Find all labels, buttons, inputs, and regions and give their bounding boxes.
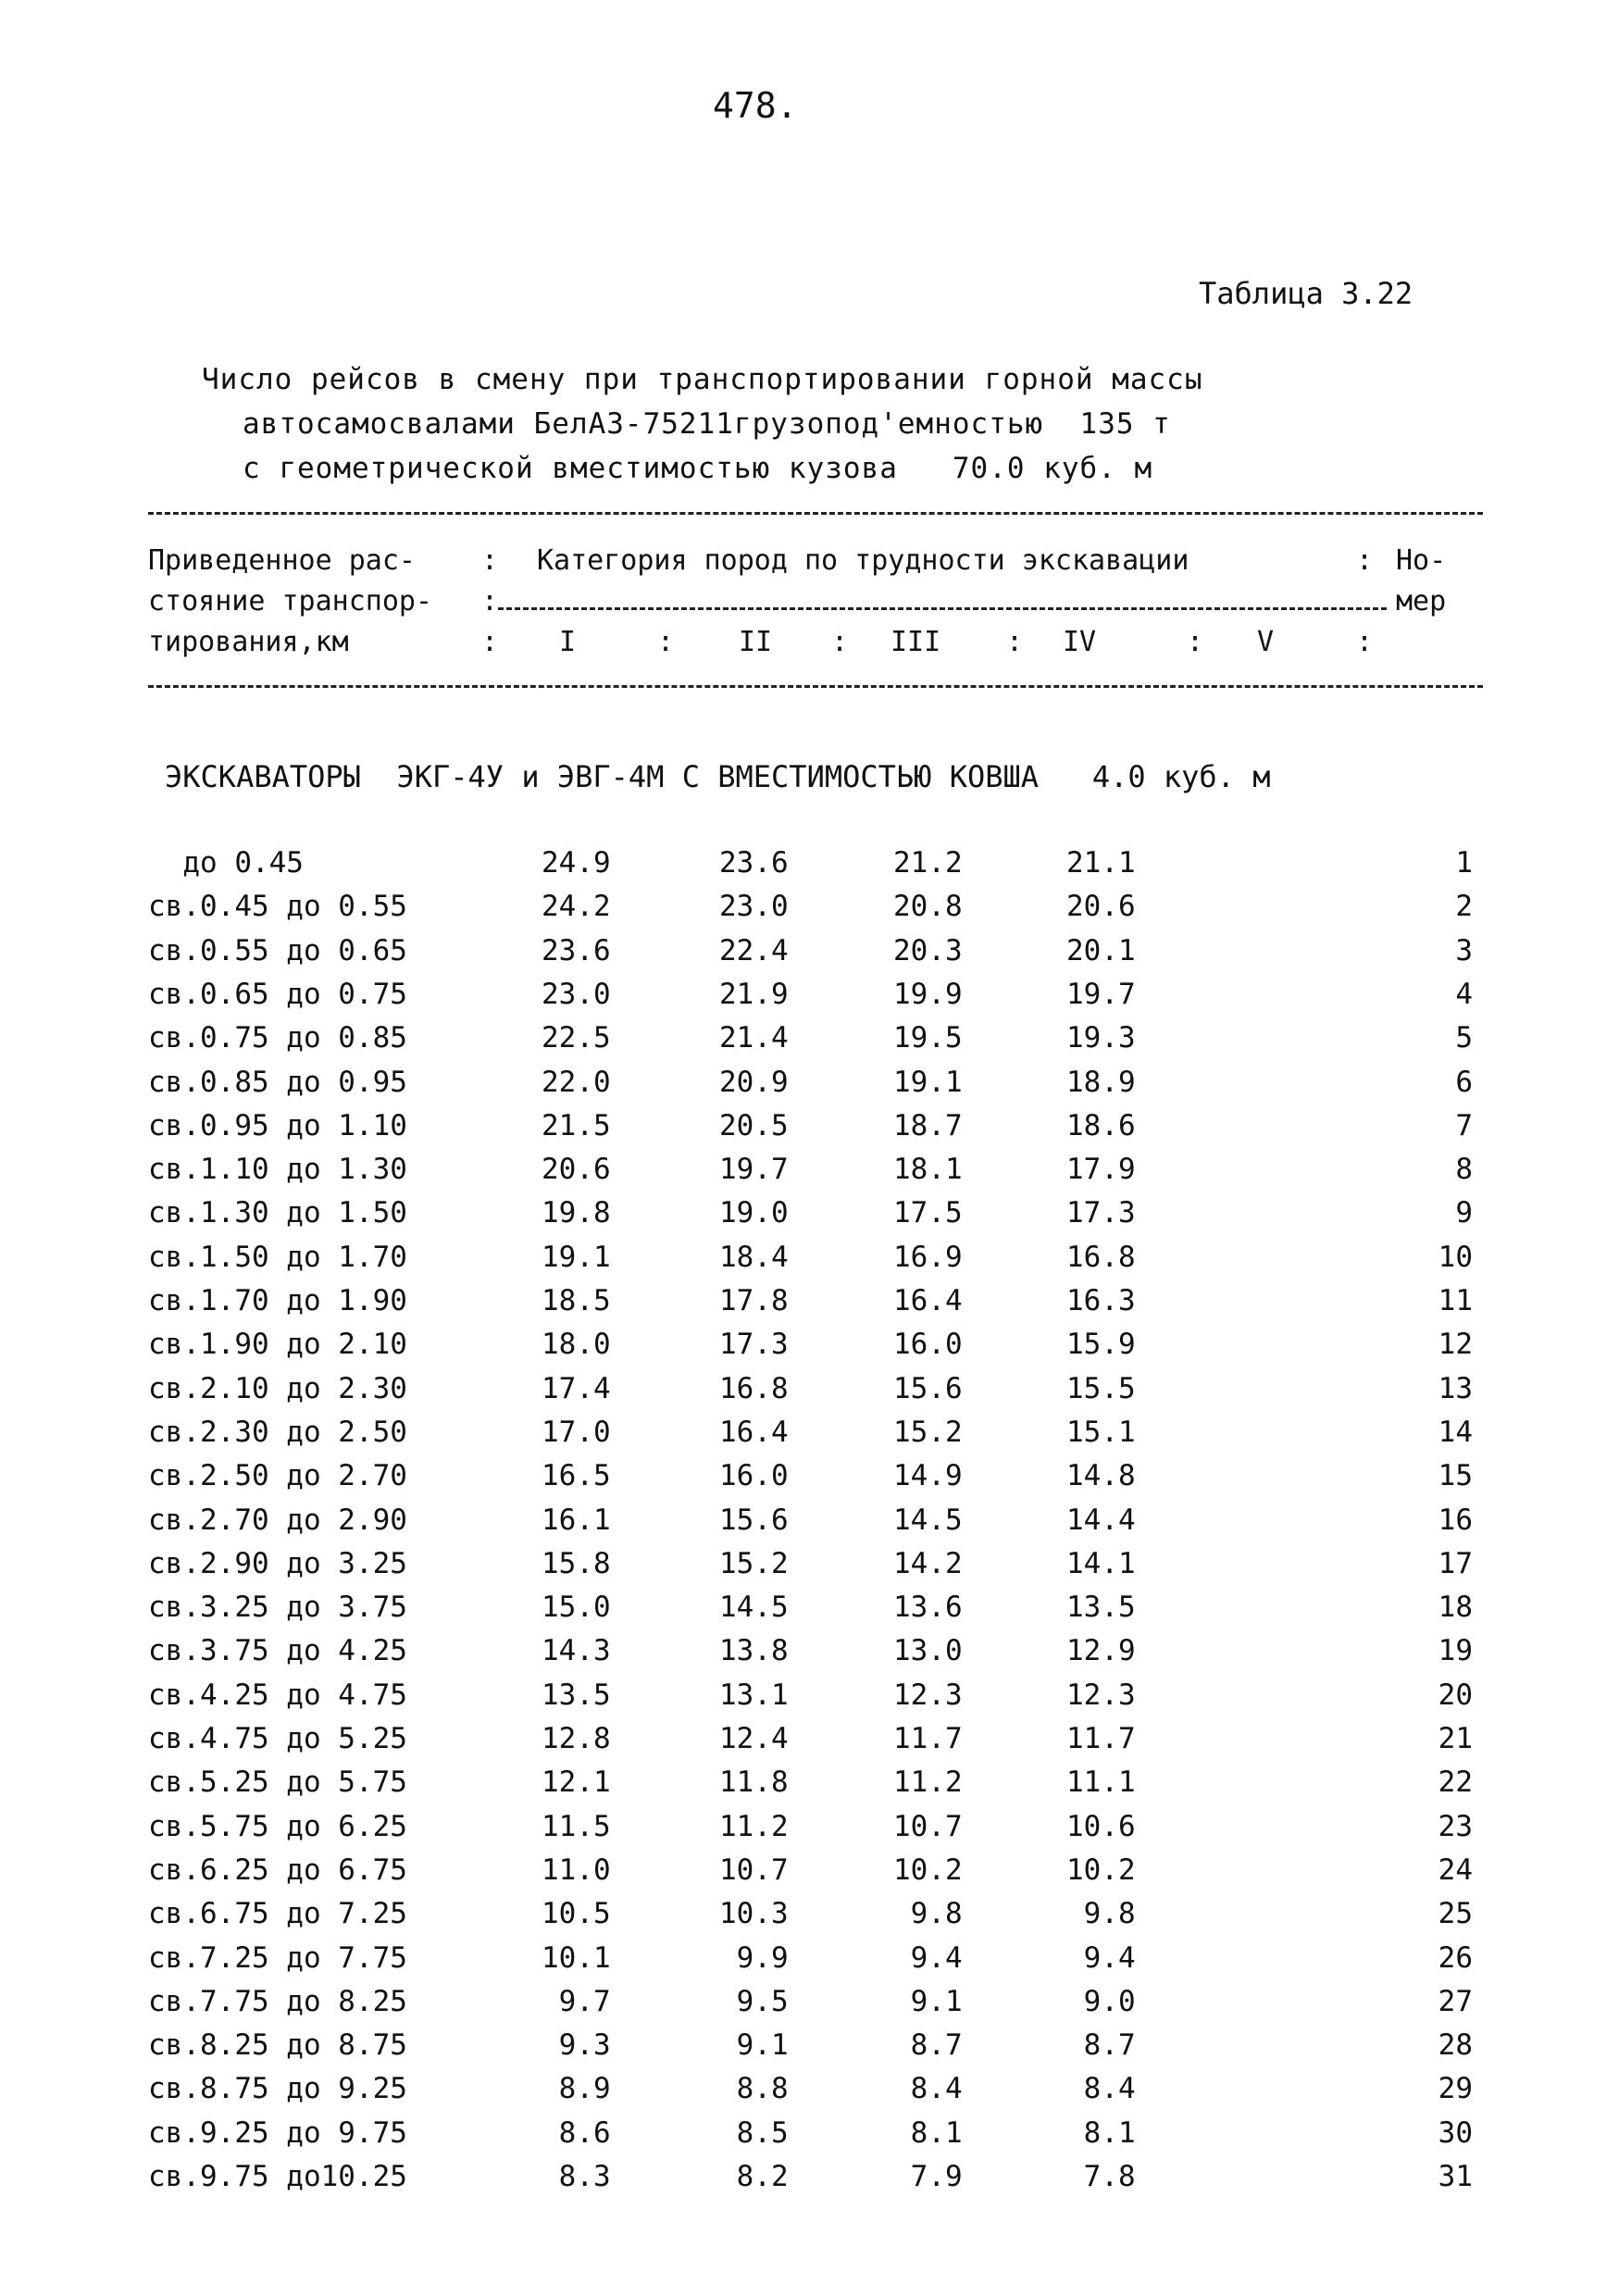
value-category-IV: 8.7 xyxy=(1066,2028,1136,2063)
value-category-III: 14.9 xyxy=(893,1459,963,1493)
distance-range: св.6.75 до 7.25 xyxy=(148,1897,407,1931)
value-category-IV: 15.9 xyxy=(1066,1328,1136,1362)
header-separator: : xyxy=(1356,544,1374,577)
value-category-II: 19.0 xyxy=(719,1196,789,1230)
row-number: 10 xyxy=(1438,1240,1473,1274)
table-row xyxy=(0,1109,1619,1154)
value-category-II: 13.8 xyxy=(719,1634,789,1668)
value-category-II: 10.7 xyxy=(719,1853,789,1887)
value-category-IV: 18.6 xyxy=(1066,1108,1136,1142)
row-number: 30 xyxy=(1438,2115,1473,2150)
distance-range: до 0.45 xyxy=(148,846,304,880)
value-category-III: 19.1 xyxy=(893,1065,963,1099)
value-category-III: 16.0 xyxy=(893,1328,963,1362)
header-number-line-2: мер xyxy=(1396,585,1447,618)
distance-range: св.7.25 до 7.75 xyxy=(148,1940,407,1975)
row-number: 26 xyxy=(1438,1940,1473,1975)
distance-range: св.8.75 до 9.25 xyxy=(148,2072,407,2106)
value-category-II: 21.9 xyxy=(719,977,789,1011)
row-number: 31 xyxy=(1438,2160,1473,2193)
value-category-II: 17.8 xyxy=(719,1284,789,1317)
value-category-II: 16.0 xyxy=(719,1459,789,1493)
value-category-II: 11.8 xyxy=(719,1766,789,1800)
distance-range: св.2.90 до 3.25 xyxy=(148,1546,407,1580)
value-category-II: 17.3 xyxy=(719,1328,789,1362)
row-number: 28 xyxy=(1438,2028,1473,2063)
table-row xyxy=(0,1416,1619,1460)
row-number: 21 xyxy=(1438,1722,1473,1755)
value-category-II: 8.8 xyxy=(719,2072,789,2106)
distance-range: св.0.75 до 0.85 xyxy=(148,1021,407,1055)
value-category-I: 12.8 xyxy=(542,1722,611,1755)
table-row xyxy=(0,1328,1619,1372)
value-category-I: 10.5 xyxy=(542,1897,611,1931)
value-category-I: 16.5 xyxy=(542,1459,611,1493)
table-row xyxy=(0,1853,1619,1898)
row-number: 22 xyxy=(1438,1766,1473,1800)
table-row xyxy=(0,1766,1619,1810)
row-number: 3 xyxy=(1455,933,1473,967)
category-V: V xyxy=(1257,626,1275,658)
value-category-IV: 13.5 xyxy=(1066,1591,1136,1625)
row-number: 19 xyxy=(1438,1634,1473,1668)
value-category-II: 9.5 xyxy=(719,1984,789,2018)
value-category-III: 18.1 xyxy=(893,1153,963,1187)
value-category-III: 13.0 xyxy=(893,1634,963,1668)
table-title-line-1: Число рейсов в смену при транспортировании горной массы xyxy=(202,363,1203,396)
table-row xyxy=(0,1021,1619,1066)
header-separator: : xyxy=(481,585,499,618)
value-category-I: 22.0 xyxy=(542,1065,611,1099)
value-category-II: 23.0 xyxy=(719,890,789,924)
header-number-line-1: Но- xyxy=(1396,544,1447,577)
value-category-II: 15.2 xyxy=(719,1546,789,1580)
row-number: 24 xyxy=(1438,1853,1473,1887)
value-category-IV: 17.9 xyxy=(1066,1153,1136,1187)
value-category-I: 18.0 xyxy=(542,1328,611,1362)
distance-range: св.2.30 до 2.50 xyxy=(148,1415,407,1449)
table-row xyxy=(0,2028,1619,2073)
value-category-I: 9.3 xyxy=(542,2028,611,2063)
value-category-I: 13.5 xyxy=(542,1678,611,1712)
header-separator: : xyxy=(1356,626,1374,658)
table-label: Таблица 3.22 xyxy=(1199,276,1414,311)
value-category-III: 10.2 xyxy=(893,1853,963,1887)
distance-range: св.0.95 до 1.10 xyxy=(148,1108,407,1142)
value-category-IV: 11.7 xyxy=(1066,1722,1136,1755)
category-III: III xyxy=(890,626,941,658)
row-number: 5 xyxy=(1455,1021,1473,1055)
row-number: 6 xyxy=(1455,1065,1473,1099)
distance-range: св.5.75 до 6.25 xyxy=(148,1809,407,1843)
row-number: 15 xyxy=(1438,1459,1473,1493)
distance-range: св.9.75 до10.25 xyxy=(148,2160,407,2193)
row-number: 8 xyxy=(1455,1153,1473,1187)
header-bottom-rule xyxy=(148,685,1483,688)
value-category-IV: 20.6 xyxy=(1066,890,1136,924)
value-category-I: 9.7 xyxy=(542,1984,611,2018)
value-category-I: 17.0 xyxy=(542,1415,611,1449)
value-category-IV: 12.3 xyxy=(1066,1678,1136,1712)
table-row xyxy=(0,978,1619,1022)
value-category-IV: 9.8 xyxy=(1066,1897,1136,1931)
distance-range: св.0.55 до 0.65 xyxy=(148,933,407,967)
distance-range: св.3.25 до 3.75 xyxy=(148,1591,407,1625)
value-category-I: 23.6 xyxy=(542,933,611,967)
value-category-IV: 8.1 xyxy=(1066,2115,1136,2150)
header-separator: : xyxy=(1187,626,1204,658)
value-category-I: 16.1 xyxy=(542,1503,611,1537)
header-separator: : xyxy=(1006,626,1024,658)
table-row xyxy=(0,1941,1619,1986)
value-category-III: 18.7 xyxy=(893,1108,963,1142)
value-category-III: 9.8 xyxy=(893,1897,963,1931)
value-category-III: 11.2 xyxy=(893,1766,963,1800)
value-category-III: 8.7 xyxy=(893,2028,963,2063)
value-category-IV: 7.8 xyxy=(1066,2160,1136,2193)
row-number: 13 xyxy=(1438,1371,1473,1405)
row-number: 20 xyxy=(1438,1678,1473,1712)
distance-range: св.0.65 до 0.75 xyxy=(148,977,407,1011)
value-category-IV: 10.6 xyxy=(1066,1809,1136,1843)
value-category-III: 8.1 xyxy=(893,2115,963,2150)
value-category-I: 12.1 xyxy=(542,1766,611,1800)
value-category-IV: 16.8 xyxy=(1066,1240,1136,1274)
value-category-II: 12.4 xyxy=(719,1722,789,1755)
row-number: 17 xyxy=(1438,1546,1473,1580)
value-category-I: 15.0 xyxy=(542,1591,611,1625)
row-number: 16 xyxy=(1438,1503,1473,1537)
distance-range: св.2.50 до 2.70 xyxy=(148,1459,407,1493)
value-category-I: 11.0 xyxy=(542,1853,611,1887)
value-category-III: 9.1 xyxy=(893,1984,963,2018)
distance-range: св.4.75 до 5.25 xyxy=(148,1722,407,1755)
row-number: 11 xyxy=(1438,1284,1473,1317)
value-category-IV: 15.1 xyxy=(1066,1415,1136,1449)
value-category-II: 8.5 xyxy=(719,2115,789,2150)
row-number: 29 xyxy=(1438,2072,1473,2106)
value-category-IV: 19.7 xyxy=(1066,977,1136,1011)
value-category-II: 14.5 xyxy=(719,1591,789,1625)
value-category-IV: 18.9 xyxy=(1066,1065,1136,1099)
table-row xyxy=(0,2160,1619,2204)
value-category-I: 20.6 xyxy=(542,1153,611,1187)
value-category-IV: 20.1 xyxy=(1066,933,1136,967)
value-category-III: 10.7 xyxy=(893,1809,963,1843)
table-row xyxy=(0,1284,1619,1329)
value-category-I: 18.5 xyxy=(542,1284,611,1317)
value-category-III: 7.9 xyxy=(893,2160,963,2193)
value-category-II: 13.1 xyxy=(719,1678,789,1712)
row-number: 12 xyxy=(1438,1328,1473,1362)
table-row xyxy=(0,1591,1619,1635)
value-category-I: 23.0 xyxy=(542,977,611,1011)
header-separator: : xyxy=(481,544,499,577)
value-category-I: 19.8 xyxy=(542,1196,611,1230)
header-separator: : xyxy=(831,626,849,658)
value-category-III: 14.5 xyxy=(893,1503,963,1537)
value-category-III: 8.4 xyxy=(893,2072,963,2106)
distance-range: св.6.25 до 6.75 xyxy=(148,1853,407,1887)
value-category-II: 8.2 xyxy=(719,2160,789,2193)
value-category-II: 16.8 xyxy=(719,1371,789,1405)
table-title-line-3: с геометрической вместимостью кузова 70.0 куб. м xyxy=(243,452,1153,485)
value-category-III: 20.3 xyxy=(893,933,963,967)
value-category-III: 15.2 xyxy=(893,1415,963,1449)
header-category: Категория пород по трудности экскавации xyxy=(537,544,1189,577)
value-category-I: 22.5 xyxy=(542,1021,611,1055)
value-category-I: 11.5 xyxy=(542,1809,611,1843)
value-category-III: 19.5 xyxy=(893,1021,963,1055)
table-row xyxy=(0,2116,1619,2161)
value-category-III: 13.6 xyxy=(893,1591,963,1625)
row-number: 1 xyxy=(1455,846,1473,880)
value-category-IV: 14.8 xyxy=(1066,1459,1136,1493)
value-category-I: 19.1 xyxy=(542,1240,611,1274)
distance-range: св.3.75 до 4.25 xyxy=(148,1634,407,1668)
value-category-III: 12.3 xyxy=(893,1678,963,1712)
table-row xyxy=(0,1722,1619,1766)
value-category-I: 15.8 xyxy=(542,1546,611,1580)
category-I: I xyxy=(559,626,577,658)
value-category-III: 11.7 xyxy=(893,1722,963,1755)
value-category-III: 15.6 xyxy=(893,1371,963,1405)
value-category-III: 16.4 xyxy=(893,1284,963,1317)
table-row xyxy=(0,1634,1619,1678)
value-category-IV: 8.4 xyxy=(1066,2072,1136,2106)
value-category-II: 9.1 xyxy=(719,2028,789,2063)
distance-range: св.7.75 до 8.25 xyxy=(148,1984,407,2018)
value-category-II: 18.4 xyxy=(719,1240,789,1274)
table-row xyxy=(0,1196,1619,1241)
value-category-II: 16.4 xyxy=(719,1415,789,1449)
distance-range: св.2.10 до 2.30 xyxy=(148,1371,407,1405)
value-category-III: 21.2 xyxy=(893,846,963,880)
table-row xyxy=(0,1372,1619,1416)
header-distance-line-2: стояние транспор- xyxy=(148,585,433,618)
value-category-IV: 21.1 xyxy=(1066,846,1136,880)
value-category-I: 17.4 xyxy=(542,1371,611,1405)
distance-range: св.9.25 до 9.75 xyxy=(148,2115,407,2150)
value-category-II: 23.6 xyxy=(719,846,789,880)
table-row xyxy=(0,846,1619,891)
row-number: 7 xyxy=(1455,1108,1473,1142)
value-category-II: 19.7 xyxy=(719,1153,789,1187)
distance-range: св.5.25 до 5.75 xyxy=(148,1766,407,1800)
value-category-IV: 14.4 xyxy=(1066,1503,1136,1537)
table-row xyxy=(0,1504,1619,1548)
row-number: 9 xyxy=(1455,1196,1473,1230)
value-category-II: 9.9 xyxy=(719,1940,789,1975)
value-category-I: 8.3 xyxy=(542,2160,611,2193)
value-category-IV: 11.1 xyxy=(1066,1766,1136,1800)
value-category-IV: 19.3 xyxy=(1066,1021,1136,1055)
value-category-IV: 17.3 xyxy=(1066,1196,1136,1230)
value-category-I: 24.9 xyxy=(542,846,611,880)
distance-range: св.1.10 до 1.30 xyxy=(148,1153,407,1187)
value-category-II: 15.6 xyxy=(719,1503,789,1537)
row-number: 2 xyxy=(1455,890,1473,924)
distance-range: св.1.30 до 1.50 xyxy=(148,1196,407,1230)
category-II: II xyxy=(739,626,773,658)
table-title-line-2: автосамосвалами БелАЗ-75211грузопод'емностью 135 т xyxy=(243,407,1171,441)
category-IV: IV xyxy=(1063,626,1097,658)
value-category-I: 21.5 xyxy=(542,1108,611,1142)
value-category-III: 9.4 xyxy=(893,1940,963,1975)
value-category-II: 11.2 xyxy=(719,1809,789,1843)
distance-range: св.1.50 до 1.70 xyxy=(148,1240,407,1274)
header-inner-rule xyxy=(498,607,1387,610)
value-category-IV: 12.9 xyxy=(1066,1634,1136,1668)
section-title: ЭКСКАВАТОРЫ ЭКГ-4У и ЭВГ-4М С ВМЕСТИМОСТЬЮ КОВША 4.0 куб. м xyxy=(165,759,1271,794)
table-row xyxy=(0,1678,1619,1723)
distance-range: св.4.25 до 4.75 xyxy=(148,1678,407,1712)
value-category-II: 20.5 xyxy=(719,1108,789,1142)
table-row xyxy=(0,934,1619,979)
value-category-II: 21.4 xyxy=(719,1021,789,1055)
value-category-III: 14.2 xyxy=(893,1546,963,1580)
value-category-IV: 14.1 xyxy=(1066,1546,1136,1580)
header-distance-line-3: тирования,км xyxy=(148,626,349,658)
value-category-IV: 9.0 xyxy=(1066,1984,1136,2018)
distance-range: св.0.85 до 0.95 xyxy=(148,1065,407,1099)
table-row xyxy=(0,2072,1619,2116)
table-row xyxy=(0,1810,1619,1854)
distance-range: св.1.70 до 1.90 xyxy=(148,1284,407,1317)
value-category-IV: 16.3 xyxy=(1066,1284,1136,1317)
page-number: 478. xyxy=(713,85,798,126)
value-category-I: 8.9 xyxy=(542,2072,611,2106)
header-separator: : xyxy=(481,626,499,658)
header-distance-line-1: Приведенное рас- xyxy=(148,544,416,577)
value-category-III: 20.8 xyxy=(893,890,963,924)
header-separator: : xyxy=(657,626,675,658)
value-category-I: 24.2 xyxy=(542,890,611,924)
row-number: 23 xyxy=(1438,1809,1473,1843)
value-category-I: 14.3 xyxy=(542,1634,611,1668)
row-number: 14 xyxy=(1438,1415,1473,1449)
value-category-II: 22.4 xyxy=(719,933,789,967)
value-category-III: 19.9 xyxy=(893,977,963,1011)
table-row xyxy=(0,1241,1619,1285)
header-top-rule xyxy=(148,512,1483,515)
table-row xyxy=(0,1897,1619,1941)
value-category-I: 10.1 xyxy=(542,1940,611,1975)
value-category-IV: 10.2 xyxy=(1066,1853,1136,1887)
row-number: 4 xyxy=(1455,977,1473,1011)
distance-range: св.0.45 до 0.55 xyxy=(148,890,407,924)
value-category-II: 20.9 xyxy=(719,1065,789,1099)
value-category-III: 17.5 xyxy=(893,1196,963,1230)
value-category-II: 10.3 xyxy=(719,1897,789,1931)
distance-range: св.2.70 до 2.90 xyxy=(148,1503,407,1537)
table-row xyxy=(0,1547,1619,1591)
value-category-IV: 15.5 xyxy=(1066,1371,1136,1405)
value-category-III: 16.9 xyxy=(893,1240,963,1274)
table-row xyxy=(0,1985,1619,2029)
value-category-I: 8.6 xyxy=(542,2115,611,2150)
row-number: 27 xyxy=(1438,1984,1473,2018)
distance-range: св.1.90 до 2.10 xyxy=(148,1328,407,1362)
table-row xyxy=(0,1153,1619,1197)
row-number: 18 xyxy=(1438,1591,1473,1625)
table-row xyxy=(0,1459,1619,1504)
table-row xyxy=(0,890,1619,934)
value-category-IV: 9.4 xyxy=(1066,1940,1136,1975)
distance-range: св.8.25 до 8.75 xyxy=(148,2028,407,2063)
table-row xyxy=(0,1066,1619,1110)
row-number: 25 xyxy=(1438,1897,1473,1931)
